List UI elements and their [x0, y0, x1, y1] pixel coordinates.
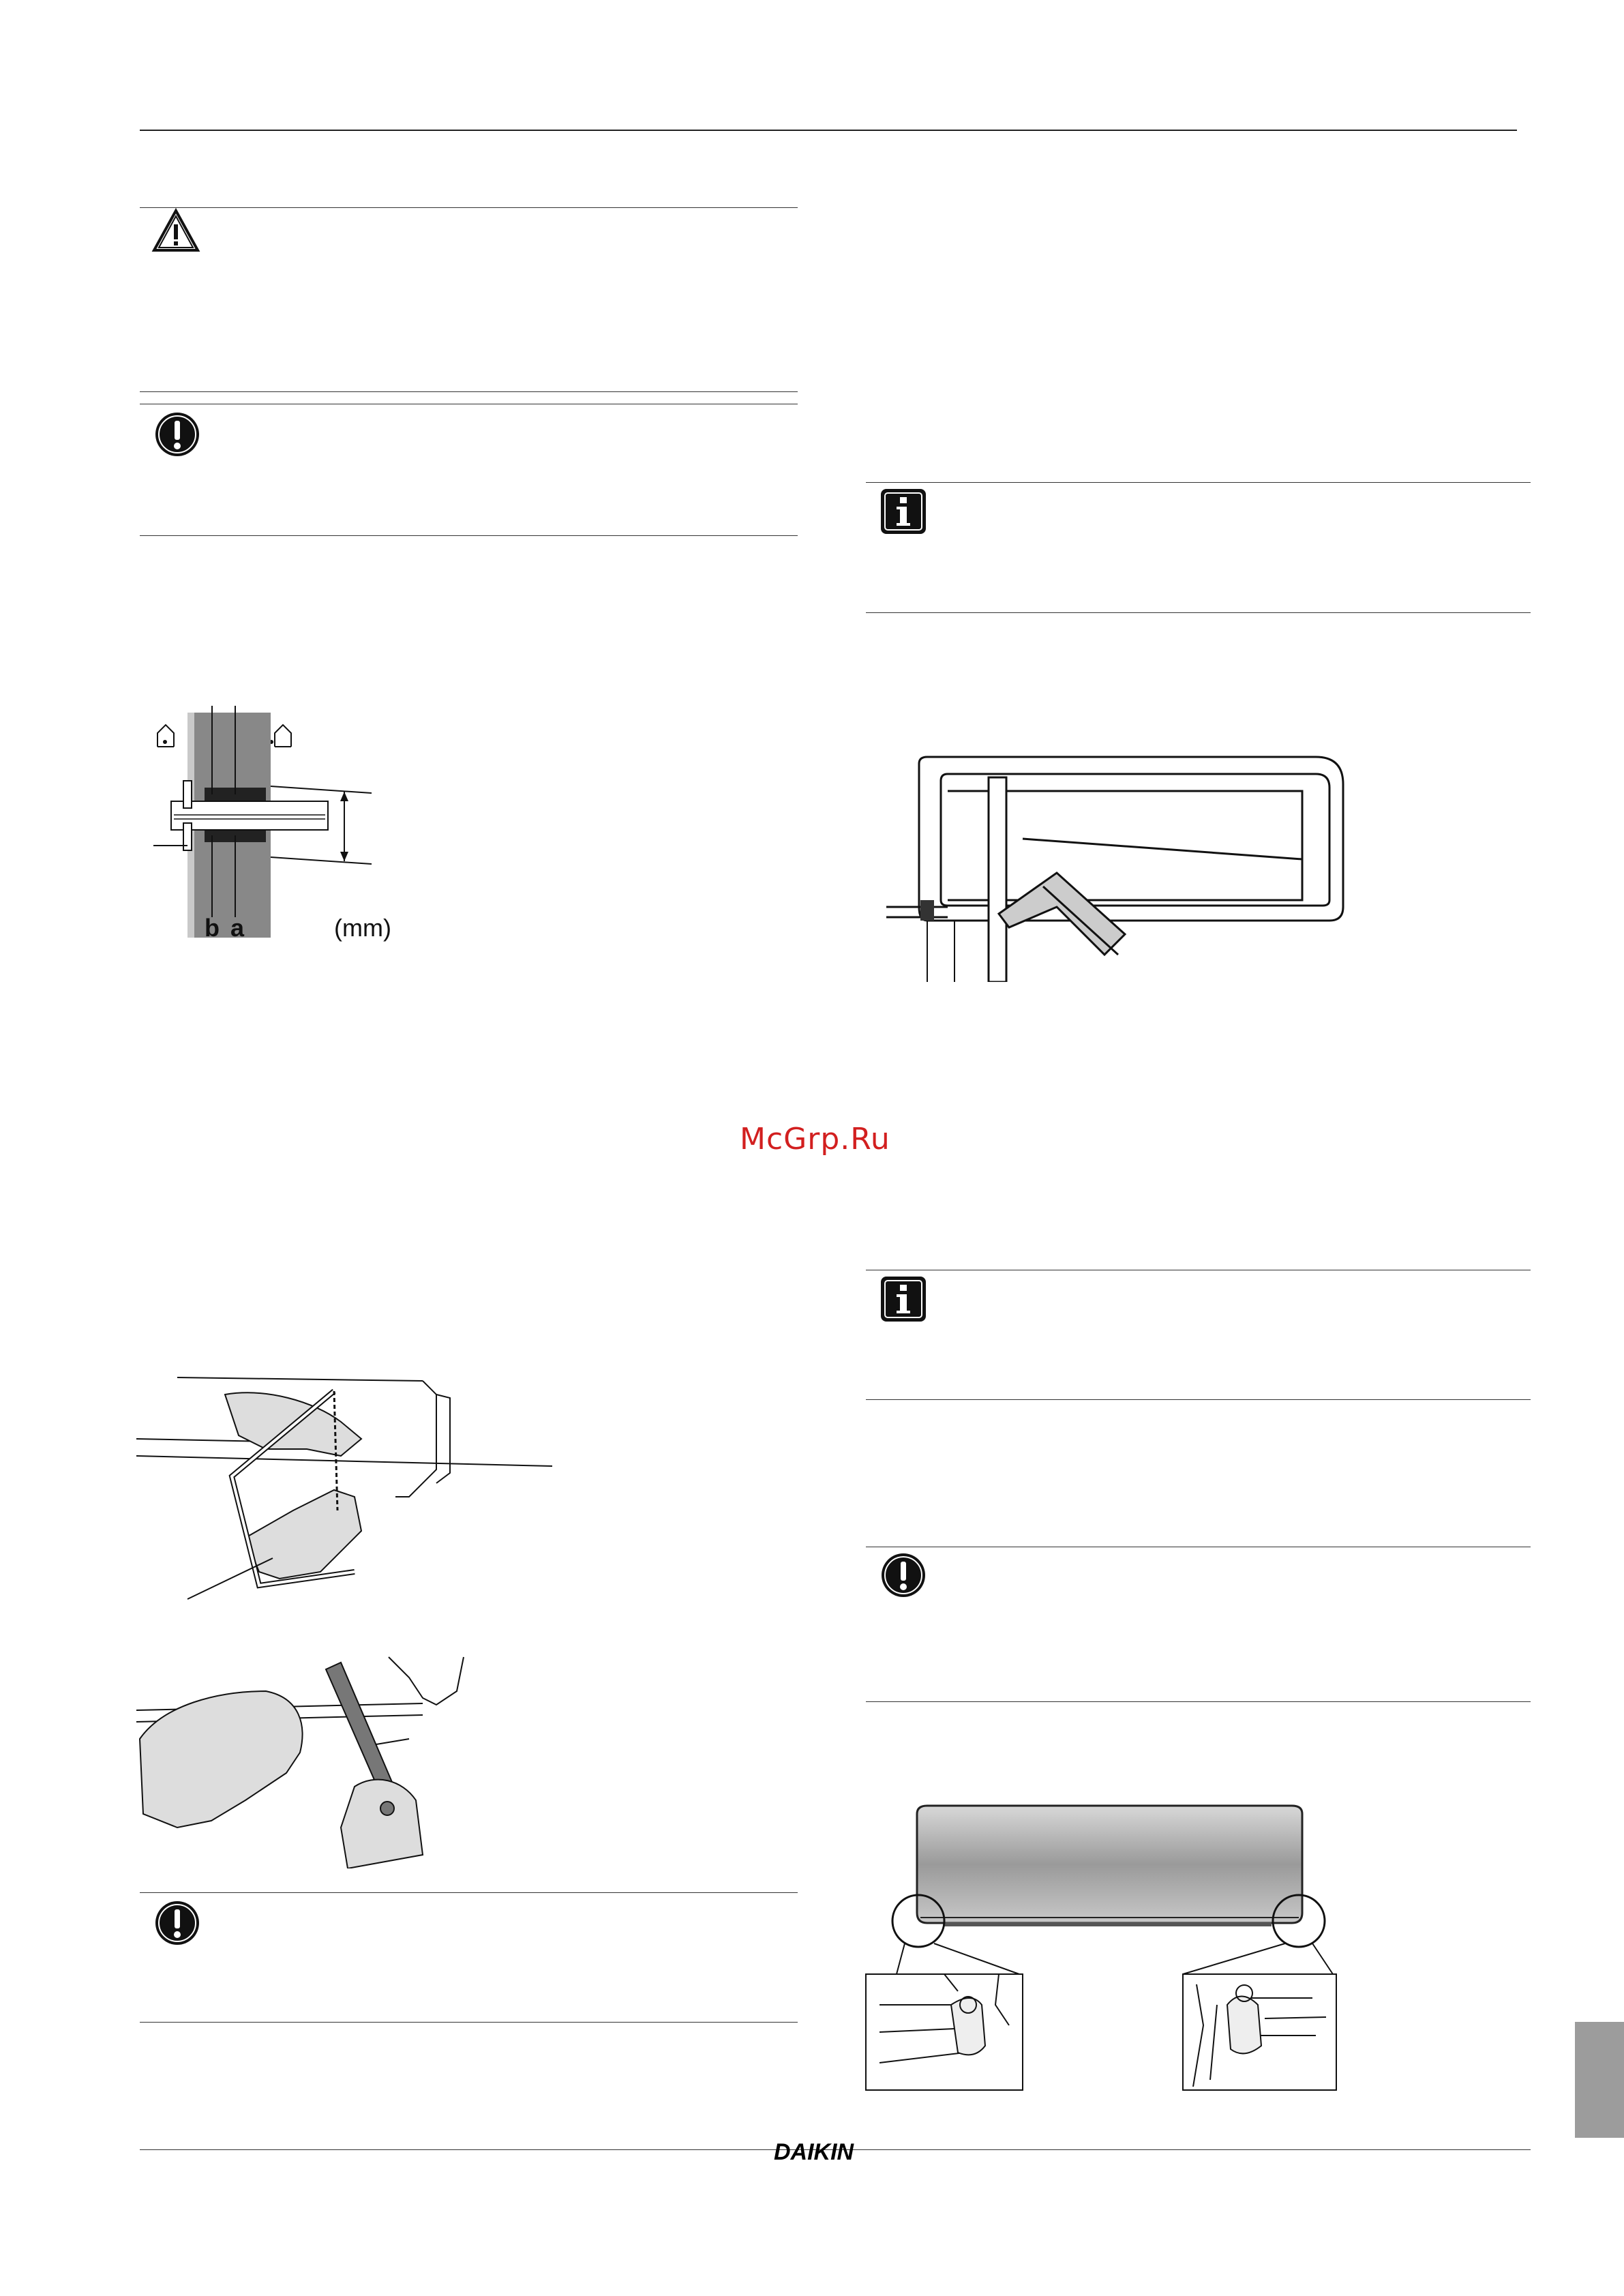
caution-box-2-top-rule [140, 1892, 798, 1893]
caution-icon [879, 1551, 927, 1599]
information-icon [879, 488, 927, 535]
header-rule [140, 130, 1517, 131]
unit-label: (mm) [334, 914, 391, 942]
information-icon [879, 1275, 927, 1323]
warning-box-top-rule [140, 207, 798, 208]
info-box-1-top-rule [866, 482, 1531, 483]
caution-box-1-bottom-rule [140, 535, 798, 536]
warning-icon [151, 208, 200, 254]
side-tab [1575, 2022, 1624, 2138]
caution-icon [153, 411, 201, 458]
info-box-1-bottom-rule [866, 612, 1531, 613]
caution-box-3-bottom-rule [866, 1701, 1531, 1702]
daikin-logo [774, 2138, 883, 2165]
caution-icon [153, 1899, 201, 1947]
warning-box-bottom-rule [140, 391, 798, 392]
label-b: b [205, 914, 220, 942]
caution-box-2-bottom-rule [140, 2022, 798, 2023]
brand-logo-text: DAIKIN [774, 2139, 854, 2165]
indoor-unit-front-figure [862, 1800, 1353, 2093]
hacksaw-cutting-figure [136, 1374, 559, 1606]
watermark: McGrp.Ru [740, 1122, 890, 1157]
label-a: a [230, 914, 245, 942]
indoor-unit-piping-figure [879, 750, 1364, 982]
file-deburring-figure [136, 1650, 470, 1868]
info-box-2-bottom-rule [866, 1399, 1531, 1400]
